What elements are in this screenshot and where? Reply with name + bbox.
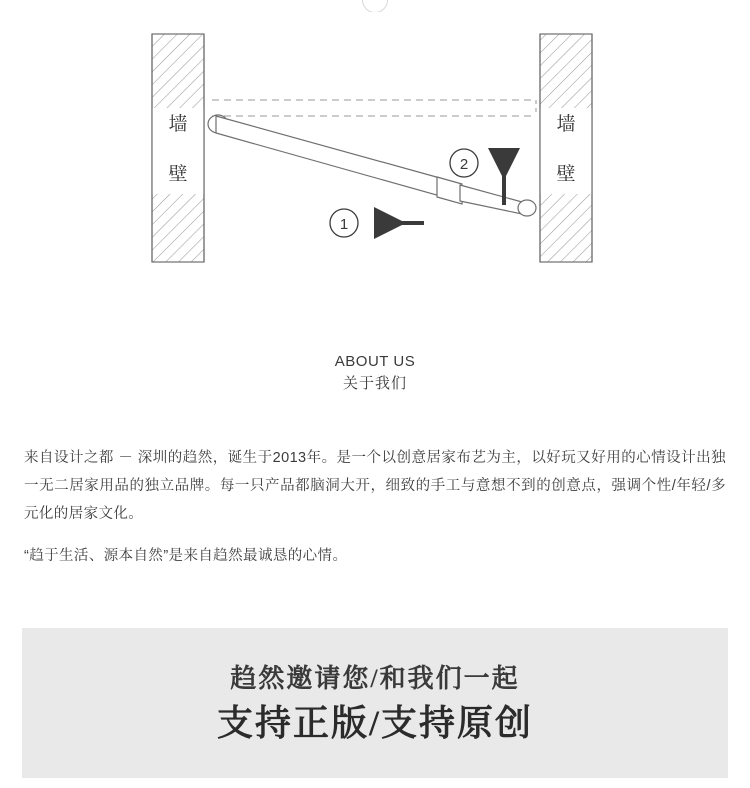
banner-line-2: 支持正版/支持原创 bbox=[216, 703, 533, 743]
about-body-copy bbox=[24, 444, 726, 570]
wall-right bbox=[540, 34, 592, 262]
about-paragraph-2: “趋于生活、源本自然”是来自趋然最诚恳的心情。 bbox=[24, 548, 348, 564]
rod-dashed-final-position bbox=[212, 100, 536, 116]
about-title-cn: 关于我们 bbox=[342, 375, 407, 392]
about-section bbox=[0, 352, 750, 396]
about-paragraph-1: 来自设计之都 － 深圳的趋然，诞生于2013年。是一个以创意居家布艺为主，以好玩又好用的心情设计出独一无二居家用品的独立品牌。每一只产品都脑洞大开，细致的手工与意想不到的创意点，强调个性/年轻/多元化的居家文化。 bbox=[24, 450, 726, 522]
about-title-en: ABOUT US bbox=[334, 353, 416, 370]
svg-text:墙: 墙 bbox=[168, 114, 188, 135]
support-original-banner bbox=[22, 628, 728, 778]
svg-text:壁: 壁 bbox=[168, 164, 188, 185]
banner-line-1: 趋然邀请您/和我们一起 bbox=[230, 664, 520, 693]
svg-text:墙: 墙 bbox=[556, 114, 576, 135]
svg-text:2: 2 bbox=[459, 156, 469, 173]
tension-rod bbox=[208, 115, 536, 216]
wall-left bbox=[152, 34, 204, 262]
top-notch-decoration bbox=[362, 0, 388, 12]
svg-text:壁: 壁 bbox=[556, 164, 576, 185]
svg-text:1: 1 bbox=[339, 216, 349, 233]
installation-diagram bbox=[0, 20, 750, 310]
step-one-marker bbox=[330, 209, 424, 237]
